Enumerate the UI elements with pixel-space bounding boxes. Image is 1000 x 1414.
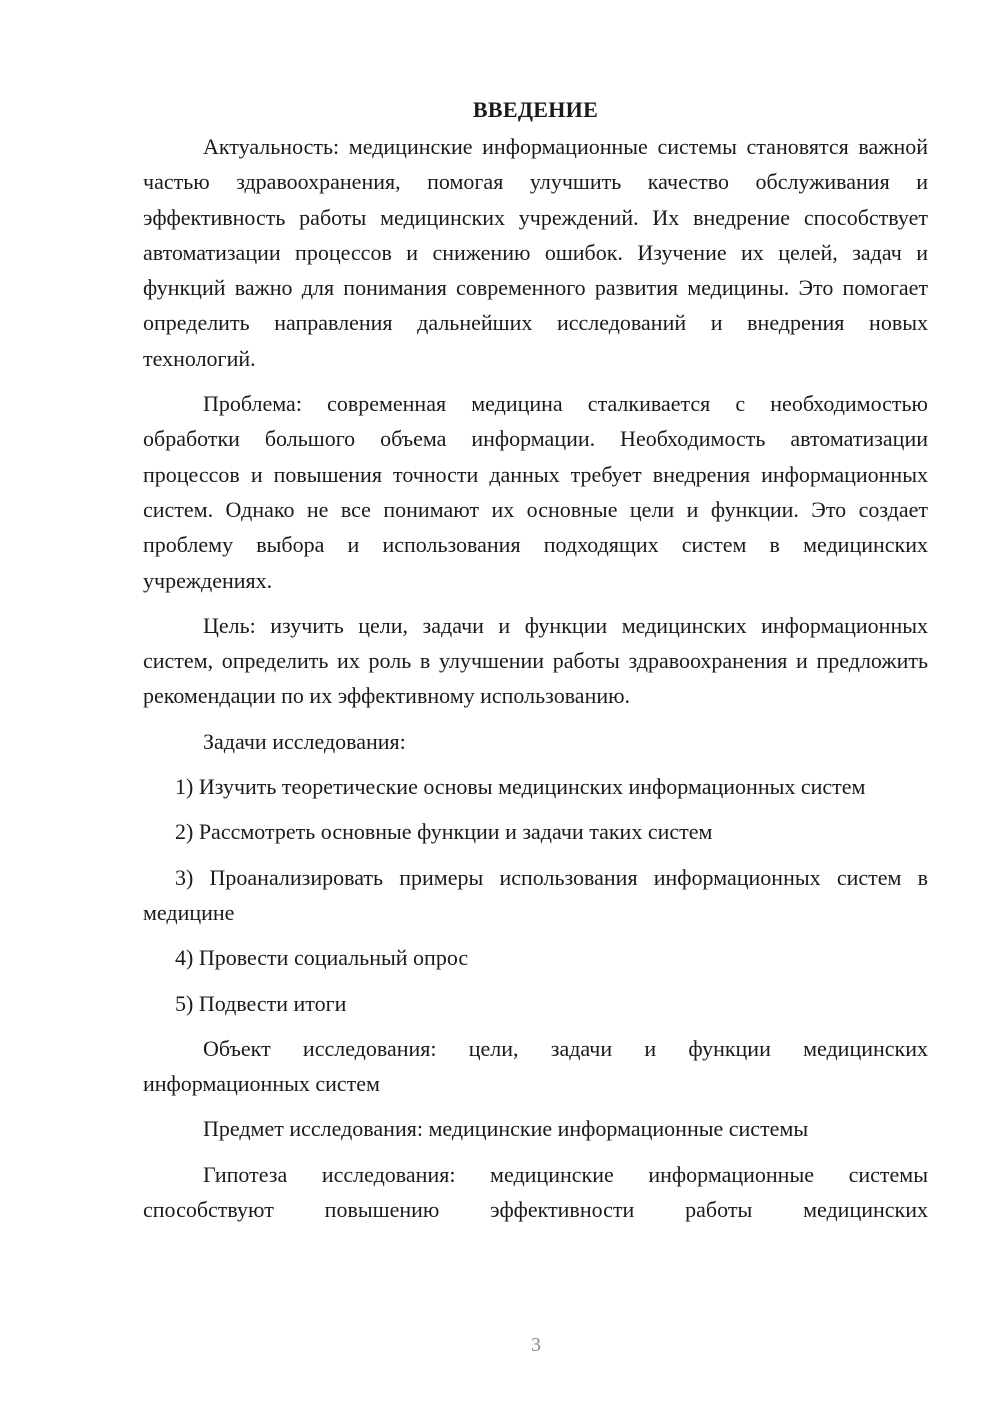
task-item-4: 4) Провести социальный опрос <box>175 945 469 971</box>
tasks-heading: Задачи исследования: <box>203 728 406 754</box>
relevance-paragraph: Актуальность: медицинские информационные системы становятся важной частью здравоохранения, помогая улучшить качество обслуживания и эффективность работы медицинских учреждений. Их внедрение способствует автоматизации процессов и снижению ошибок. Изучение их целей, задач и функций важно для понимания современного развития медицины. Это помогает определить направления дальнейших исследований и внедрения новых технологий. <box>143 134 928 371</box>
task-item-2: 2) Рассмотреть основные функции и задачи таких систем <box>175 819 713 845</box>
document-page <box>143 92 928 1237</box>
tasks-list <box>143 769 928 1021</box>
task-item-1: 1) Изучить теоретические основы медицинских информационных систем <box>175 774 866 800</box>
section-title: ВВЕДЕНИЕ <box>472 97 599 122</box>
task-item-5: 5) Подвести итоги <box>175 990 347 1016</box>
hypothesis-paragraph: Гипотеза исследования: медицинские информационные системы способствуют повышению эффективности работы медицинских <box>143 1161 928 1223</box>
subject-paragraph: Предмет исследования: медицинские информационные системы <box>203 1116 809 1142</box>
page-number: 3 <box>531 1334 541 1356</box>
object-paragraph: Объект исследования: цели, задачи и функции медицинских информационных систем <box>143 1035 928 1097</box>
task-item-3: 3) Проанализировать примеры использования информационных систем в медицине <box>143 864 928 925</box>
goal-paragraph: Цель: изучить цели, задачи и функции медицинских информационных систем, определить их роль в улучшении работы здравоохранения и предложить рекомендации по их эффективному использованию. <box>143 612 928 709</box>
problem-paragraph: Проблема: современная медицина сталкивается с необходимостью обработки большого объема информации. Необходимость автоматизации процессов и повышения точности данных требует внедрения информационных систем. Однако не все понимают их основные цели и функции. Это создает проблему выбора и использования подходящих систем в медицинских учреждениях. <box>143 391 928 593</box>
